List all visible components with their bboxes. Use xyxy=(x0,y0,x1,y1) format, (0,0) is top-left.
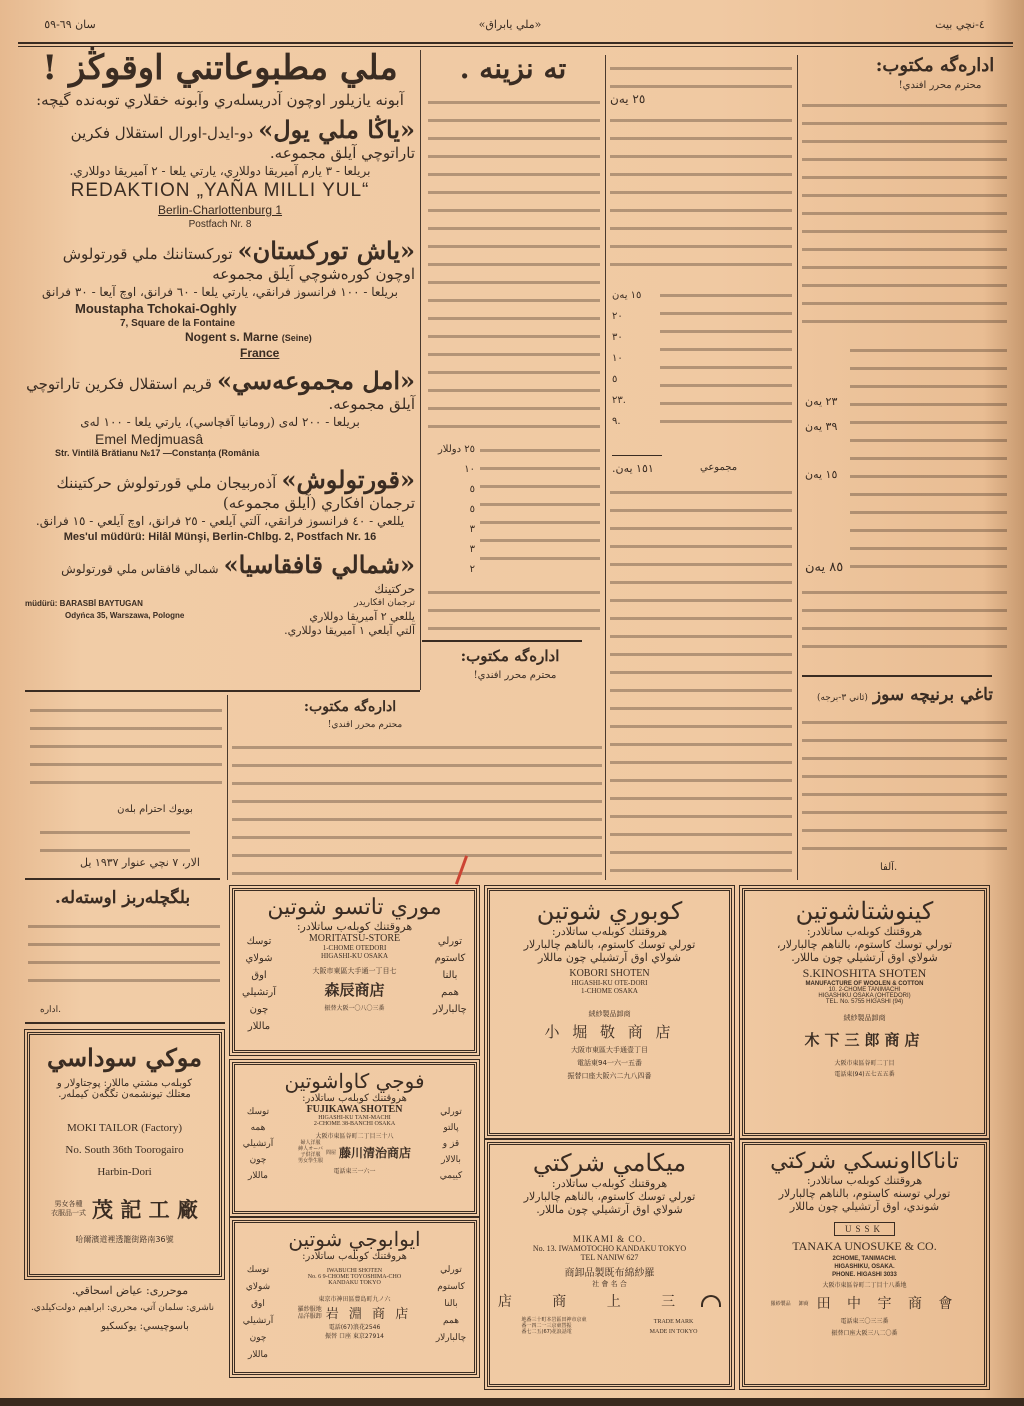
ad-moki-tailor xyxy=(27,1032,222,1277)
ad-line: كوبله‌ب مشتي ماللار: پوجتاولار و xyxy=(56,1078,193,1089)
publication-desc-2: ترجمان افكاريدر xyxy=(354,598,415,608)
publication-latin-block xyxy=(25,598,184,622)
ad-body xyxy=(235,1262,474,1364)
amount: ٢ xyxy=(469,564,475,575)
publication-name: «ياش توركستان» xyxy=(237,236,415,266)
ad-address: No. 6 9-CHOME TOYOSHIMA-CHO xyxy=(307,1274,402,1280)
ad-city: Harbin-Dori xyxy=(97,1166,152,1178)
ad-line: تورلي توسنه كاستوم، بالناهم چالبارلار xyxy=(778,1187,951,1200)
page-number: سان ٦٩-٥٩ xyxy=(44,18,96,31)
section-rule xyxy=(25,878,220,880)
ad-company: MORITATSU-STORE xyxy=(308,933,401,944)
amount: ٥ xyxy=(469,484,475,495)
side-word: توسك xyxy=(246,1265,270,1275)
letter-close: بويوك احترام بلەن xyxy=(117,804,193,815)
section-rule xyxy=(802,675,992,677)
trade-mark-label: TRADE MARK xyxy=(653,1319,694,1325)
credit-printer: باسوچيسي: يوكسكيو xyxy=(101,1321,189,1332)
jp-text: 羅紗製品 xyxy=(770,1300,791,1307)
jp-text: 卸商 xyxy=(798,1300,809,1307)
ad-moritatsu-store xyxy=(232,888,477,1053)
ad-city: HIGASHIKU, OSAKA. xyxy=(834,1264,895,1270)
jp-text: 番七二五(67)花浪話電 xyxy=(521,1329,572,1335)
side-word: ماللار xyxy=(247,1171,269,1181)
ad-side-left xyxy=(239,1262,277,1364)
side-word: ماللار xyxy=(247,1021,271,1032)
ad-title: ايوابوجي شوتين xyxy=(288,1227,421,1251)
ad-address: 1-CHOME OTEDORI xyxy=(322,944,387,952)
ad-fujikawa-shoten xyxy=(232,1062,477,1214)
jp-company: 森辰商店 xyxy=(324,981,385,999)
ad-subtitle: هروقتنك كوبله‌ب ساتلادر: xyxy=(551,1177,668,1190)
ad-intro: آبونه يازيلور اوچون آدريسله‌ري وآبونه خقلاري توبه‌نده گيچه: xyxy=(36,90,404,109)
ad-tanaka-unosuke xyxy=(742,1142,987,1387)
publication-title-latin: Emel Medjmuasâ xyxy=(95,430,204,447)
ad-kobori-shoten xyxy=(487,888,732,1136)
ad-city: HIGASHI-KU OSAKA xyxy=(320,952,389,960)
amount: ٣ xyxy=(469,524,475,535)
publication-editor: Mes'ul müdürü: Hilâl Münşi, Berlin-Chlbg. 2, Postfach Nr. 16 xyxy=(63,530,377,543)
side-word: تورلي xyxy=(440,1265,462,1275)
note-heading: بلگچله‌ربز اوسته‌له. xyxy=(54,888,191,908)
ad-line: شوندي، اوق آرتشيلي چون ماللار xyxy=(789,1200,940,1213)
ad-subtitle: هروقتنك كوبله‌ب ساتلادر: xyxy=(806,925,923,938)
amount: ٢٣. xyxy=(612,395,626,406)
jp-company: 店 商 上 三 xyxy=(497,1294,694,1310)
amount: ١٠ xyxy=(612,353,623,364)
article-text xyxy=(610,110,792,280)
ad-line: تورلي توسك كاستوم، بالناهم چالبارلار xyxy=(523,1190,696,1203)
amount: ٥ xyxy=(612,374,618,385)
ad-phone: TEL. No. 5755 HIGASHI (94) xyxy=(825,999,904,1005)
jp-text: 子供洋服 xyxy=(300,1152,321,1158)
publication-editor: müdürü: BARASBİ BAYTUGAN xyxy=(25,599,143,608)
credit-editor: موحررى: عياض اسحاقي. xyxy=(71,1284,189,1297)
ad-line: معتلك تيونشمه‌ن تگگه‌ن كيمله‌ر. xyxy=(58,1089,191,1100)
jp-text: 衣服品一式 xyxy=(51,1209,87,1217)
ad-title: كوبوري شوتين xyxy=(536,897,683,925)
publication-address: 7, Square de la Fontaine xyxy=(120,318,236,330)
ad-city: 1-CHOME OSAKA xyxy=(581,987,638,995)
ad-center xyxy=(277,1104,432,1184)
ad-subtitle: هروقتنك كوبله‌ب ساتلادر: xyxy=(806,1174,923,1187)
story-subtitle: (ئاني ٣-برجه) xyxy=(816,693,868,703)
publication-emel xyxy=(25,367,415,413)
jp-text: 品洋服卸 xyxy=(297,1312,322,1320)
side-word: آرتشيلي xyxy=(242,1316,274,1326)
article-text xyxy=(610,482,792,875)
national-press-ad xyxy=(25,48,415,690)
side-word: چون xyxy=(249,1333,267,1343)
side-word: ماللار xyxy=(247,1350,269,1360)
side-word: تورلي xyxy=(440,1107,462,1117)
ad-subtitle: هروقتنك كوبله‌ب ساتلادر: xyxy=(296,920,413,933)
amount: ٩. xyxy=(612,416,621,427)
publication-name: «ياڭا ملي يول» xyxy=(258,115,415,145)
ad-kinoshita-shoten xyxy=(742,888,987,1136)
side-word: شولاي اوق xyxy=(245,1282,271,1309)
ad-title: فوجي كاواشوتين xyxy=(284,1069,425,1093)
letter-signatures xyxy=(40,822,190,852)
ad-address: No. South 36th Toorogairo xyxy=(65,1144,184,1156)
jp-address: 哈爾濱道裡透籠街路南36號 xyxy=(75,1235,174,1244)
letter-text xyxy=(802,95,1007,335)
jp-text: 男女學生服 xyxy=(297,1158,323,1164)
amount: ١٥ يەن xyxy=(805,468,838,481)
amount-list xyxy=(425,440,475,580)
column-heading: ته نزينه . xyxy=(459,52,567,85)
ad-title: ميكامي شركتي xyxy=(532,1149,687,1177)
amount: ٢٠ xyxy=(612,311,623,322)
ad-address: 10. 2-CHOME TANIMACHI xyxy=(828,987,901,993)
publication-price-block xyxy=(284,598,415,638)
side-word: قز و xyxy=(442,1139,460,1149)
jp-phone: 電話東(94)五七五五番 xyxy=(834,1071,895,1078)
ad-company: TANAKA UNOSUKE & CO. xyxy=(792,1239,937,1253)
publication-address: Odyńca 35, Warszawa, Pologne xyxy=(65,611,185,620)
column-rule xyxy=(797,55,798,880)
ad-line: شولاي اوق آرتشيلي چون ماللار. xyxy=(536,1203,683,1216)
jp-text: 絨紗製品卸商 xyxy=(588,1010,631,1018)
header-rule-thin xyxy=(18,46,1013,47)
side-word: توسك xyxy=(246,936,272,947)
story-text xyxy=(802,712,1007,860)
jp-company: 岩 淵 商 店 xyxy=(325,1307,412,1322)
ad-side-left xyxy=(239,933,279,1035)
side-word: چون xyxy=(249,1004,269,1015)
ad-company: IWABUCHI SHOTEN xyxy=(326,1268,383,1274)
publication-details xyxy=(25,598,415,638)
jp-company-block xyxy=(490,1291,729,1311)
jp-text: 絨紗製品卸商 xyxy=(843,1014,886,1022)
ad-footer xyxy=(490,1317,729,1337)
story-heading xyxy=(805,684,1005,709)
ad-subtitle: هروقتنك كوبله‌ب ساتلادر: xyxy=(551,925,668,938)
jp-company-block xyxy=(277,1303,432,1322)
side-word: چالبارلار xyxy=(435,1333,467,1343)
publication-name: «شمالي قافقاسيا» xyxy=(223,550,415,580)
publication-name: «امل مجموعه‌سي» xyxy=(217,366,415,396)
ad-address: 2CHOME, TANIMACHI. xyxy=(832,1256,897,1262)
side-word: همم xyxy=(443,1316,459,1326)
jp-address: 大阪市東區谷町二丁目三十八 xyxy=(315,1133,394,1140)
ad-title: ملي مطبوعاتني اوقوڭز ! xyxy=(42,48,398,88)
article-text xyxy=(610,58,792,90)
made-in-label: MADE IN TOKYO xyxy=(649,1329,698,1335)
article-text xyxy=(428,92,600,437)
letter-heading: اداره‌گه مكتوب: xyxy=(303,699,397,715)
ad-company: MOKI TAILOR (Factory) xyxy=(66,1122,182,1134)
publication-desc: آذه‌ربيجان ملي قورتولوش حركتيننك ترجمان افكاري (آيلق مجموعه) xyxy=(56,474,415,512)
publication-country: France xyxy=(240,345,280,360)
amount: ٢٥ دوللار xyxy=(437,444,475,455)
jp-products xyxy=(298,1306,322,1320)
ad-subtitle: هروقتنك كوبله‌ب ساتلادر: xyxy=(302,1093,407,1104)
side-word: بالنا xyxy=(444,1299,458,1309)
publication-yash-turkestan xyxy=(25,237,415,283)
total-label: مجموعي xyxy=(700,462,738,473)
jp-products xyxy=(298,1140,323,1164)
ad-address: No. 13. IWAMOTOCHO KANDAKU TOKYO xyxy=(532,1244,687,1253)
ad-mikami-co xyxy=(487,1142,732,1387)
jp-products: 商卸品製既布綿紗羅 xyxy=(564,1268,655,1279)
page-bottom-edge xyxy=(0,1398,1024,1406)
credit-publisher: ناشري: سلمان آتي، محرري: ابراهيم دولت‌كيلدي. xyxy=(30,1303,215,1313)
sum-rule xyxy=(612,455,662,456)
story-title: تاغي برنيچه سوز xyxy=(872,685,994,705)
jp-company: 小 堀 敬 商 店 xyxy=(544,1023,675,1041)
jp-account: 振替口座大阪三八二〇番 xyxy=(831,1330,898,1337)
publication-postfach: Postfach Nr. 8 xyxy=(188,219,252,231)
ad-phone: TEL NANIW 627 xyxy=(580,1253,639,1262)
jp-company: 藤川清治商店 xyxy=(339,1145,412,1160)
ad-phone: PHONE. HIGASHI 3033 xyxy=(832,1272,897,1278)
note-signature: اداره. xyxy=(40,1005,61,1015)
ad-title: موري تاتسو شوتين xyxy=(267,895,442,920)
side-word: شولاي اوق xyxy=(245,953,273,981)
amount: ١٠ xyxy=(464,464,475,475)
publication-qurtulush xyxy=(25,466,415,512)
total-amount: ١٥١ يەن. xyxy=(612,462,654,475)
jp-company-block xyxy=(745,1293,984,1313)
jp-text: 問屋 xyxy=(325,1149,336,1156)
ad-city: HIGASHIKU OSAKA (OHTEDORI) xyxy=(818,993,911,999)
column-rule xyxy=(420,50,421,690)
publication-desc: دو-ايدل-اورال استقلال فكرين تاراتوچي آيلق مجموعه. xyxy=(70,124,415,162)
publication-name: «قورتولوش» xyxy=(281,465,415,495)
publication-price: بريلعا - ٢٠٠ له‌ى (رومانيا آقچاسي)، يارتي يلعا - ١٠٠ له‌ى xyxy=(80,415,360,430)
publication-price-2: آلتي آيلعي ١ آميريقا دوللاري. xyxy=(284,623,415,637)
publication-editor: Moustapha Tchokai-Oghly xyxy=(75,300,237,316)
publication-shimali-qafqasya xyxy=(25,551,415,597)
ussk-badge: USSK xyxy=(834,1222,895,1236)
jp-address: 大阪市東區谷町二丁目十八番地 xyxy=(822,1282,907,1289)
ad-side-right xyxy=(432,1262,470,1364)
publication-address: Str. Vintilă Brătianu №17 —Constanța (România xyxy=(55,448,260,459)
publication-city xyxy=(25,330,415,346)
side-word: تورلي xyxy=(437,936,463,947)
trade-mark-note xyxy=(650,1317,698,1337)
letter-text xyxy=(232,737,602,875)
jp-address: 東京市神田區豊島町九ノ六 xyxy=(318,1296,391,1303)
publication-city: Berlin-Charlottenburg 1 xyxy=(157,202,283,217)
publication-price: بريلعا - ١٠٠ فرانسوز فرانقي، يارتي يلعا - ٦٠ فرانق، اوچ آيعا - ٣٠ فرانق xyxy=(42,285,398,300)
ad-center xyxy=(279,933,430,1035)
ad-company: S.KINOSHITA SHOTEN xyxy=(802,966,927,980)
ad-line: تورلي توسك كاستوم، بالناهم چالبارلار xyxy=(523,938,696,951)
ad-subtitle: هروقتنك كوبله‌ب ساتلادر: xyxy=(302,1251,407,1262)
ad-line: تورلي توسك كاستوم، بالناهم چالبارلار، xyxy=(776,938,953,951)
section-rule xyxy=(25,1022,225,1024)
amount: ٨٥ يەن xyxy=(805,560,844,575)
jp-phone: 電話東三〇三三番 xyxy=(840,1318,889,1325)
jp-address: 大阪市東區谷町二丁目 xyxy=(834,1060,895,1067)
publication-price: يللعي ٢ آميريقا دوللاري xyxy=(309,609,415,623)
jp-text: 婦人洋服 xyxy=(300,1140,321,1146)
letter-greeting: محترم محرر افندي! xyxy=(473,670,557,681)
publication-desc: شمالي قافقاس ملي قورتولوش حركتينك xyxy=(61,562,415,596)
ad-company: FUJIKAWA SHOTEN xyxy=(306,1104,403,1115)
story-signature: آلفا. xyxy=(880,862,898,873)
ad-side-right xyxy=(430,933,470,1035)
side-word: همه xyxy=(250,1123,266,1133)
jp-text: 紳人オーバ xyxy=(298,1146,323,1152)
side-word: كييمي xyxy=(439,1171,463,1181)
page-label: ٤-نچي بيت xyxy=(935,18,985,31)
jp-address xyxy=(522,1317,587,1337)
jp-text: 羅紗服地 xyxy=(297,1305,322,1313)
side-word: كاستوم xyxy=(437,1282,465,1292)
ad-center xyxy=(277,1262,432,1364)
letter-text xyxy=(850,340,1007,575)
ad-body xyxy=(235,933,474,1035)
ad-company: KOBORI SHOTEN xyxy=(569,968,650,979)
ad-city: KANDAKU TOKYO xyxy=(328,1280,381,1286)
section-rule xyxy=(422,640,582,642)
ad-side-right xyxy=(432,1104,470,1184)
jp-text: 番一四二一三京東替振 xyxy=(521,1323,572,1329)
amount: ٢٣ يەن xyxy=(805,395,838,408)
ad-line: شولاي اوق آرتشيلي چون ماللار xyxy=(537,951,682,964)
left-letter-text xyxy=(30,700,222,795)
letter-heading: اداره‌گه مكتوب: xyxy=(460,647,560,665)
ad-iwabuchi-shoten xyxy=(232,1220,477,1375)
jp-company: 田 中 宇 商 會 xyxy=(816,1296,959,1312)
jp-phone: 電話東94一六一五番 xyxy=(577,1059,642,1067)
jp-text: 地番三十町本岩區田神市京東 xyxy=(521,1317,587,1323)
jp-account: 振替大阪一〇八〇三番 xyxy=(324,1005,385,1012)
note-text xyxy=(28,916,220,996)
letter-greeting: محترم محرر افندي! xyxy=(327,720,403,730)
letter-heading: اداره‌گه مكتوب: xyxy=(875,55,995,76)
ad-side-left xyxy=(239,1104,277,1184)
ad-company: MIKAMI & CO. xyxy=(572,1234,647,1244)
ad-title: موكي سوداسي xyxy=(46,1043,202,1072)
section-rule xyxy=(25,690,420,692)
letter-date: الار، ٧ نچي عنوار ١٩٣٧ يل xyxy=(80,856,200,869)
column-rule xyxy=(227,695,228,880)
jp-address: 大阪市東區大手通一丁目七 xyxy=(312,967,397,975)
amount-list xyxy=(612,285,652,432)
jp-account: 振替口座大阪六二九八四番 xyxy=(567,1072,652,1080)
publication-address: REDAKTION „YAÑA MILLI YUL“ xyxy=(70,179,370,201)
side-word: پالتو xyxy=(443,1123,459,1133)
donor-list xyxy=(480,440,600,565)
publication-yana-milli-yul xyxy=(25,116,415,162)
amount: ٢٥ يەن xyxy=(610,92,646,106)
jp-text: 男女各種 xyxy=(54,1200,83,1208)
side-word: كاستوم xyxy=(434,953,466,964)
side-word: آرتشيلي xyxy=(242,1139,274,1149)
ad-address: HIGASHI-KU OTE-DORI xyxy=(571,979,648,987)
letter-greeting: محترم محرر افندي! xyxy=(898,80,982,91)
column-rule xyxy=(605,55,606,880)
article-text xyxy=(428,582,600,634)
trademark-logo-icon xyxy=(701,1295,721,1307)
side-word: چالبارلار xyxy=(433,1004,467,1015)
ad-city: 2-CHOME 38-BANCHI OSAKA xyxy=(313,1121,396,1127)
jp-company: 木下三郎商店 xyxy=(804,1031,925,1049)
donor-list xyxy=(660,285,792,435)
jp-phone: 電話東三一六一 xyxy=(333,1168,376,1175)
side-word: چون xyxy=(249,1155,267,1165)
ad-tagline: MANUFACTURE OF WOOLEN & COTTON xyxy=(805,981,924,987)
ad-body xyxy=(235,1104,474,1184)
jp-phone: 電話(67)浪花2546 xyxy=(328,1324,381,1331)
amount: ٣ xyxy=(469,544,475,555)
ad-line: شولاي اوق آرتشيلي چون ماللار. xyxy=(791,951,938,964)
amount: ٣٩ يەن xyxy=(805,420,838,433)
publication-price: يللعي - ٤٠ فرانسوز فرانقي، آلتي آيلعي - ٢٥ فرانق، اوچ آيلعي - ١٥ فرانق. xyxy=(35,514,405,529)
side-word: آرتشيلي xyxy=(242,987,276,998)
side-word: توسك xyxy=(246,1107,270,1117)
amount: ١٥ يەن xyxy=(612,290,642,301)
jp-company-block xyxy=(277,1140,432,1164)
ad-jp-name xyxy=(30,1194,219,1224)
city-name: Nogent s. Marne xyxy=(185,330,279,345)
jp-address: 大阪市東區大手通壹丁目 xyxy=(571,1046,648,1054)
publication-price: بريلعا - ٣ يارم آميريقا دوللاري، يارتي يلعا - ٢ آميريقا دوللاري. xyxy=(69,164,371,179)
jp-text: 社 會 名 合 xyxy=(592,1280,627,1288)
jp-company: 茂 記 工 廠 xyxy=(92,1198,198,1222)
publication-desc: توركستاننك ملي قورتولوش اوچون كوره‌شوچي آيلق مجموعه xyxy=(62,245,415,283)
publication-desc: قريم استقلال فكرين تاراتوچي آيلق مجموعه. xyxy=(26,375,415,413)
amount: ٥ xyxy=(469,504,475,515)
ad-title: تاناكااونسكي شركتي xyxy=(770,1149,959,1174)
header-rule xyxy=(18,42,1013,44)
jp-account: 振替 口座 東京27914 xyxy=(325,1333,384,1340)
letter-text xyxy=(802,582,1007,658)
side-word: همم xyxy=(441,987,459,998)
department: (Seine) xyxy=(281,333,312,344)
ad-title: كينوشتاشوتين xyxy=(795,897,934,925)
amount: ٣٠ xyxy=(612,332,623,343)
ad-address: HIGASHI-KU TANI-MACHI xyxy=(318,1115,391,1121)
side-word: بالالار xyxy=(441,1155,461,1165)
side-word: بالنا xyxy=(442,970,458,981)
newspaper-name: «ملي يابراق» xyxy=(478,18,542,31)
